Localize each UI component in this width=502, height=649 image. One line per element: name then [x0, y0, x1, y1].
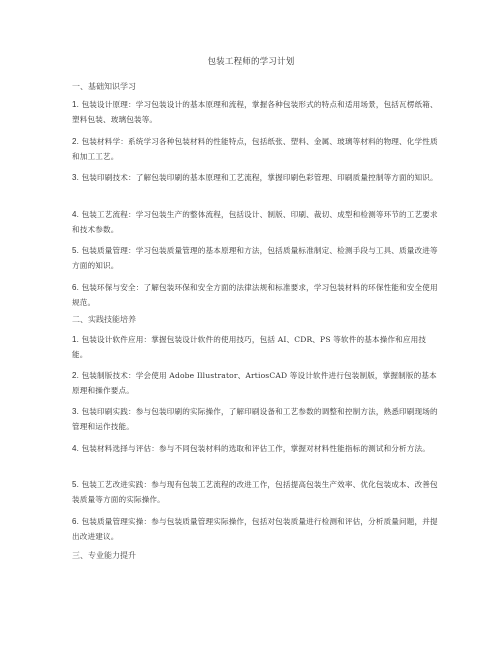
list-item: [72, 170, 438, 185]
section-heading-practice: 二、实践技能培养: [72, 315, 136, 324]
item-text: 包装印刷实践：参与包装印刷的实际操作，了解印刷设备和工艺参数的调整和控制方法，熟悉印刷现场的管理和运作技能。: [72, 407, 438, 431]
list-item: [72, 514, 438, 544]
item-number: 2.: [72, 137, 79, 146]
item-text: 包装印刷技术：了解包装印刷的基本原理和工艺流程，掌握印刷色彩管理、印刷质量控制等方面的知识。: [81, 173, 438, 182]
list-item: [72, 134, 438, 164]
item-text: 包装材料选择与评估：参与不同包装材料的选取和评估工作，掌握对材料性能指标的测试和分析方法。: [81, 444, 431, 453]
document-title: 包装工程师的学习计划: [207, 57, 295, 67]
list-item: [72, 441, 438, 456]
item-text: 包装质量管理：学习包装质量管理的基本原理和方法，包括质量标准制定、检测手段与工具、质量改进等方面的知识。: [72, 246, 438, 270]
item-number: 4.: [72, 444, 79, 453]
list-item: [72, 332, 438, 362]
item-number: 5.: [72, 246, 79, 255]
item-text: 包装工艺流程：学习包装生产的整体流程，包括设计、制版、印刷、裁切、成型和检测等环节的工艺要求和技术参数。: [72, 210, 438, 234]
item-number: 2.: [72, 371, 79, 380]
item-number: 6.: [72, 283, 79, 292]
section-heading-basics: 一、基础知识学习: [72, 82, 136, 91]
item-number: 6.: [72, 517, 79, 526]
item-number: 1.: [72, 335, 79, 344]
item-text: 包装质量管理实操：参与包装质量管理实际操作，包括对包装质量进行检测和评估，分析质量问题，并提出改进建议。: [72, 517, 438, 541]
item-number: 1.: [72, 100, 79, 109]
list-item: [72, 280, 438, 310]
item-text: 包装材料学：系统学习各种包装材料的性能特点，包括纸张、塑料、金属、玻璃等材料的物理、化学性质和加工工艺。: [72, 137, 438, 161]
section-heading-professional: 三、专业能力提升: [72, 551, 136, 560]
item-text: 包装设计软件应用：掌握包装设计软件的使用技巧，包括 AI、CDR、PS 等软件的基本操作和应用技能。: [72, 335, 427, 359]
item-text: 包装环保与安全：了解包装环保和安全方面的法律法规和标准要求，学习包装材料的环保性能和安全使用规范。: [72, 283, 438, 307]
item-text: 包装工艺改进实践：参与现有包装工艺流程的改进工作，包括提高包装生产效率、优化包装成本、改善包装质量等方面的实际操作。: [72, 480, 438, 504]
item-number: 4.: [72, 210, 79, 219]
list-item: [72, 368, 438, 398]
list-item: [72, 207, 438, 237]
list-item: [72, 97, 438, 127]
item-text: 包装制版技术：学会使用 Adobe Illustrator、ArtiosCAD 等设计软件进行包装制版，掌握制版的基本原理和操作要点。: [72, 371, 437, 395]
list-item: [72, 404, 438, 434]
item-number: 3.: [72, 407, 79, 416]
list-item: [72, 243, 438, 273]
list-item: [72, 477, 438, 507]
item-text: 包装设计原理：学习包装设计的基本原理和流程，掌握各种包装形式的特点和适用场景，包括瓦楞纸箱、塑料包装、玻璃包装等。: [72, 100, 438, 124]
item-number: 3.: [72, 173, 79, 182]
item-number: 5.: [72, 480, 79, 489]
